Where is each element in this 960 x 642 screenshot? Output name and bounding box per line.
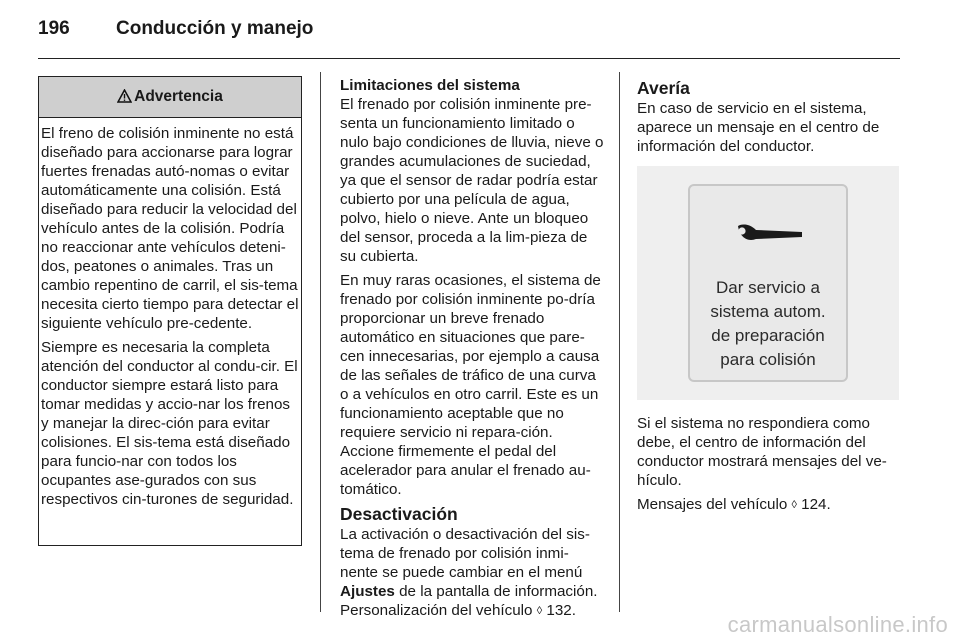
chapter-title: Conducción y manejo (116, 18, 314, 39)
fault-paragraph-1: En caso de servicio en el sistema, aparece un mensaje en el centro de información del conductor. (637, 100, 880, 155)
page-ref-132[interactable]: 132. (542, 602, 576, 619)
fault-heading: Avería (637, 78, 690, 98)
page-number: 196 (38, 18, 70, 39)
column-divider-2 (619, 72, 620, 612)
dic-message-text (690, 276, 846, 372)
warning-title: Advertencia (134, 88, 223, 105)
warning-body (39, 118, 301, 509)
page-ref-arrow-icon: ◊ (536, 605, 543, 617)
wrench-icon (736, 220, 804, 250)
page-ref-124[interactable]: 124. (796, 496, 831, 513)
watermark: carmanualsonline.info (727, 612, 948, 637)
middle-column (340, 76, 604, 626)
dic-message-graphic (637, 166, 899, 400)
header-rule (38, 58, 900, 59)
dic-line-2: sistema autom. (710, 302, 826, 321)
deactivation-text-mid: de la pantalla de información. Personalización del vehículo (340, 583, 598, 619)
dic-line-3: de preparación (711, 326, 825, 345)
page-header (38, 18, 313, 48)
dic-line-1: Dar servicio a (716, 278, 820, 297)
deactivation-paragraph (340, 525, 604, 621)
warning-paragraph-1: El freno de colisión inminente no está diseñado para accionarse para lograr fuertes frenadas autó-nomas o evitar automáticamente una colisión. Está diseñado para reducir la velocidad del vehículo antes de la colisión. Podría no reaccionar ante vehículos deteni-dos, peatones o animales. Tras un cambio repentino de carril, el sis-tema necesita cierto tiempo para detectar el siguiente vehículo pre-cedente. (41, 125, 299, 332)
limits-paragraph-1: El frenado por colisión inminente pre-senta un funcionamiento limitado o nulo bajo condiciones de lluvia, nieve o grandes acumulaciones de suciedad, ya que el sensor de radar podría estar cubierto por una película de agua, polvo, hielo o nieve. Ante un bloqueo del sensor, proceda a la lim-pieza de su cubierta. (340, 96, 604, 265)
warning-header (39, 77, 301, 118)
warning-box (38, 76, 302, 546)
warning-triangle-icon (117, 89, 132, 106)
page-ref-arrow-icon: ◊ (791, 499, 797, 511)
limits-heading: Limitaciones del sistema (340, 77, 520, 94)
warning-paragraph-2: Siempre es necesaria la completa atención del conductor al condu-cir. El conductor siempre estará listo para tomar medidas y accio-nar los frenos y manejar la direc-ción para evitar colisiones. El sis-tema está diseñado para funcio-nar con todos los ocupantes ase-gurados con sus respectivos cin-turones de seguridad. (41, 339, 298, 508)
limits-paragraph-2: En muy raras ocasiones, el sistema de frenado por colisión inminente po-dría proporcionar un breve frenado automático en situaciones que pare-cen innecesarias, por ejemplo a causa de las señales de tráfico de una curva o a vehículos en otro carril. Este es un funcionamiento aceptable que no requiere servicio ni repara-ción. Accione firmemente el pedal del acelerador para anular el frenado au-tomático. (340, 272, 601, 498)
dic-display-panel (688, 184, 848, 382)
column-divider-1 (320, 72, 321, 612)
dic-line-4: para colisión (720, 350, 816, 369)
fault-paragraph-2: Si el sistema no respondiera como debe, el centro de información del conductor mostrará mensajes del ve-hículo. (637, 415, 887, 489)
menu-ajustes-label: Ajustes (340, 583, 395, 600)
right-column (637, 76, 901, 520)
fault-paragraph-3 (637, 495, 901, 515)
deactivation-text-start: La activación o desactivación del sis-tema de frenado por colisión inmi-nente se puede cambiar en el menú (340, 526, 590, 581)
deactivation-heading: Desactivación (340, 504, 458, 524)
fault-ref-text: Mensajes del vehículo (637, 496, 792, 513)
